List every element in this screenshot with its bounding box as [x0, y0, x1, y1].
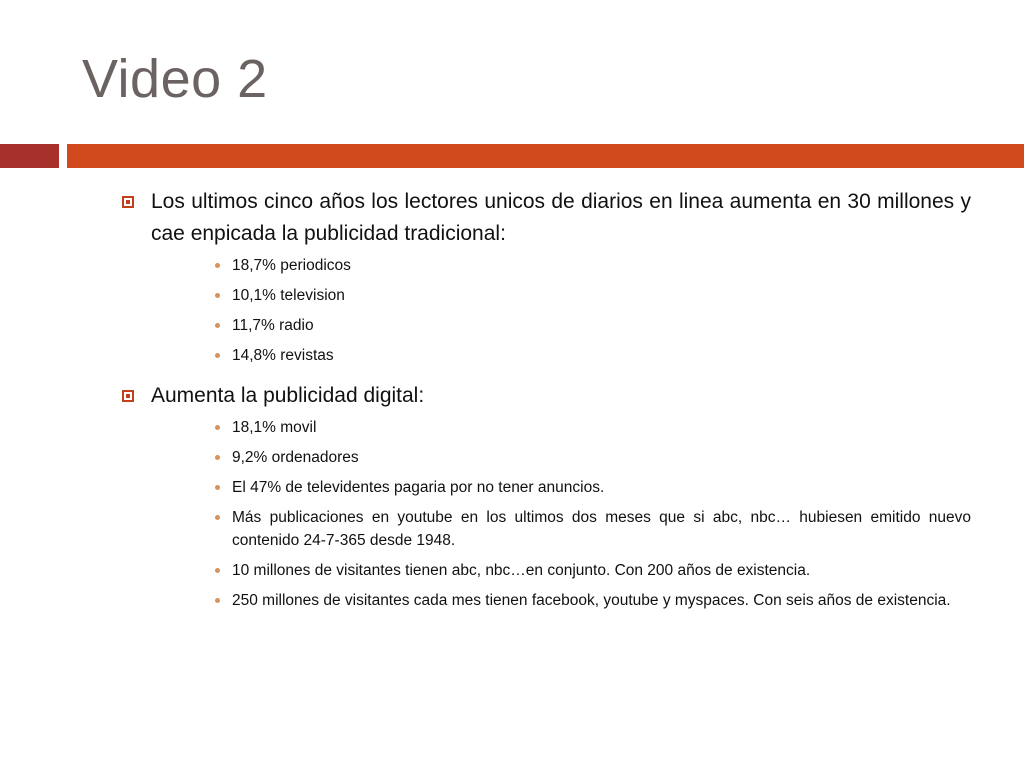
sub-bullet-text: Más publicaciones en youtube en los ultimos dos meses que si abc, nbc… hubiesen emitido nuevo contenido 24-7-365 desde 1948. — [232, 509, 971, 549]
dot-bullet-icon — [215, 425, 220, 430]
slide-title: Video 2 — [82, 49, 268, 109]
dot-bullet-icon — [215, 263, 220, 268]
bullet-item — [118, 380, 971, 412]
bullet-text: Aumenta la publicidad digital: — [151, 384, 425, 407]
dot-bullet-icon — [215, 455, 220, 460]
dot-bullet-icon — [215, 293, 220, 298]
sub-bullet-text: 10 millones de visitantes tienen abc, nbc…en conjunto. Con 200 años de existencia. — [232, 562, 811, 579]
sub-bullet-item — [214, 284, 971, 307]
title-accent-bar-right — [67, 144, 1024, 168]
title-accent-bar-left — [0, 144, 59, 168]
sub-bullet-text: El 47% de televidentes pagaria por no tener anuncios. — [232, 479, 605, 496]
sub-bullet-item — [214, 446, 971, 469]
sub-bullet-text: 18,1% movil — [232, 419, 317, 436]
sub-bullet-item — [214, 559, 971, 582]
sub-bullet-text: 250 millones de visitantes cada mes tienen facebook, youtube y myspaces. Con seis años de existencia. — [232, 592, 951, 609]
dot-bullet-icon — [215, 515, 220, 520]
sub-bullet-item — [214, 476, 971, 499]
dot-bullet-icon — [215, 485, 220, 490]
sub-bullet-text: 11,7% radio — [232, 317, 314, 334]
sub-bullet-item — [214, 344, 971, 367]
sub-bullet-item — [214, 589, 971, 612]
square-bullet-icon — [122, 196, 134, 208]
slide-body — [118, 186, 971, 619]
sub-bullet-item — [214, 506, 971, 552]
sub-bullet-text: 10,1% television — [232, 287, 345, 304]
bullet-item — [118, 186, 971, 250]
square-bullet-icon — [122, 390, 134, 402]
sub-bullet-item — [214, 254, 971, 277]
dot-bullet-icon — [215, 568, 220, 573]
sub-bullet-item — [214, 416, 971, 439]
bullet-text: Los ultimos cinco años los lectores unicos de diarios en linea aumenta en 30 millones y cae enpicada la publicidad tradicional: — [151, 190, 971, 245]
sub-bullet-text: 14,8% revistas — [232, 347, 334, 364]
dot-bullet-icon — [215, 598, 220, 603]
dot-bullet-icon — [215, 353, 220, 358]
sub-bullet-text: 18,7% periodicos — [232, 257, 351, 274]
sub-bullet-text: 9,2% ordenadores — [232, 449, 359, 466]
dot-bullet-icon — [215, 323, 220, 328]
sub-bullet-item — [214, 314, 971, 337]
